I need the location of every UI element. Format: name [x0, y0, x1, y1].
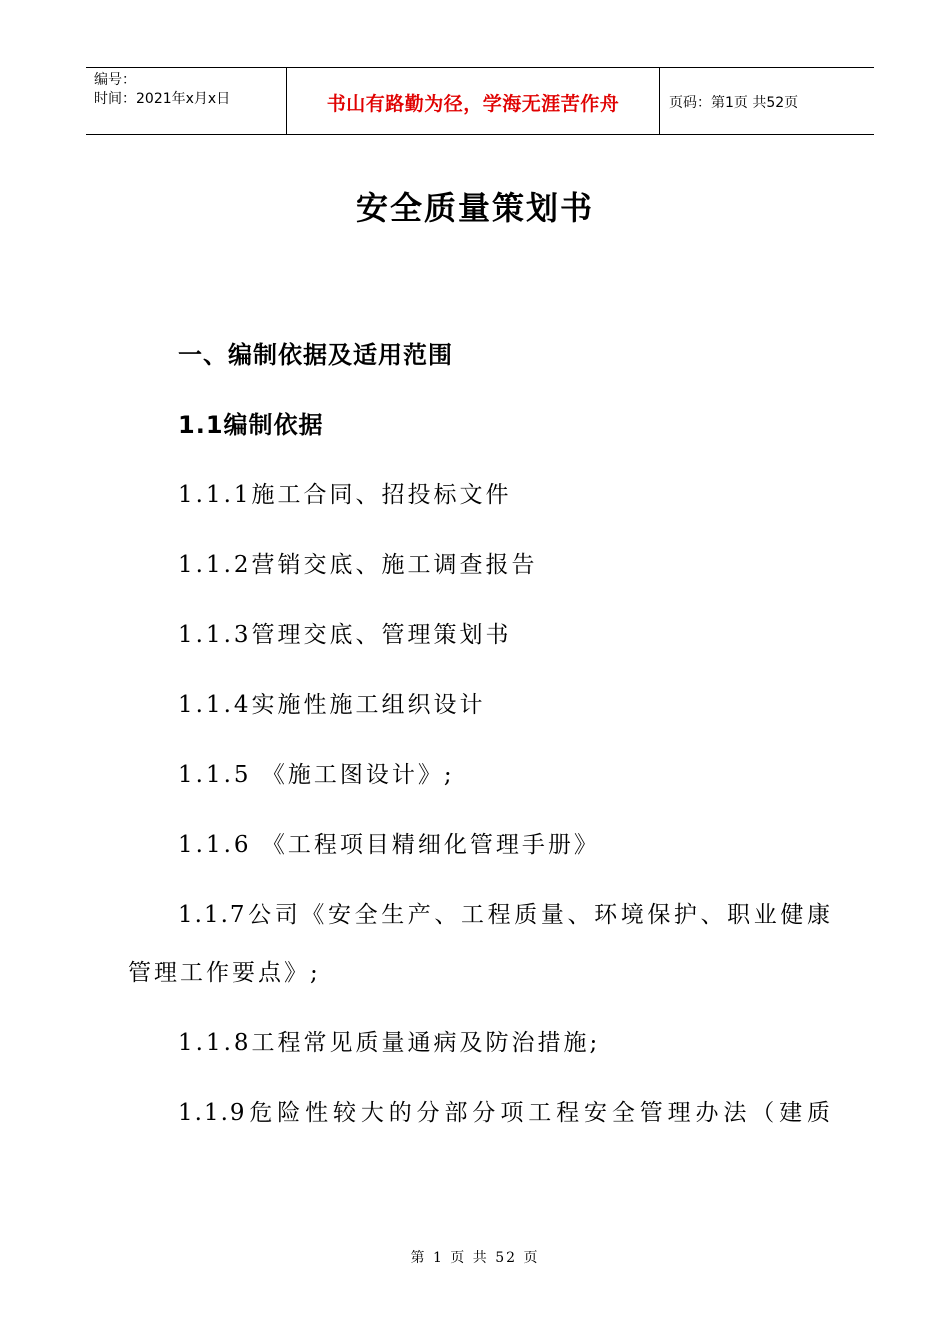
basis-item-8: 1.1.8工程常见质量通病及防治措施;: [178, 1030, 601, 1056]
basis-item-2: 1.1.2营销交底、施工调查报告: [178, 552, 538, 578]
header-meta: [86, 68, 286, 134]
basis-item-6: 1.1.6 《工程项目精细化管理手册》: [178, 832, 600, 858]
document-number-label: 编号：: [94, 72, 136, 88]
header-motto: 书山有路勤为径，学海无涯苦作舟: [286, 68, 660, 134]
basis-item-1: 1.1.1施工合同、招投标文件: [178, 482, 512, 508]
basis-item-7: 1.1.7公司《安全生产、工程质量、环境保护、职业健康: [178, 902, 832, 928]
basis-item-4: 1.1.4实施性施工组织设计: [178, 692, 486, 718]
section-heading: 一、编制依据及适用范围: [178, 341, 453, 369]
basis-item-7-continued: 管理工作要点》;: [128, 960, 321, 986]
basis-item-3: 1.1.3管理交底、管理策划书: [178, 622, 512, 648]
basis-item-5: 1.1.5 《施工图设计》;: [178, 762, 455, 788]
document-title: 安全质量策划书: [355, 189, 594, 227]
page-header: [86, 67, 874, 135]
basis-item-9: 1.1.9危险性较大的分部分项工程安全管理办法（建质: [178, 1100, 832, 1126]
document-date-label: 时间：2021年x月x日: [94, 91, 231, 107]
page-footer: 第 1 页 共 52 页: [410, 1250, 540, 1266]
header-page-info: 页码：第1页 共52页: [669, 95, 799, 111]
subsection-heading: 1.1编制依据: [178, 411, 324, 439]
